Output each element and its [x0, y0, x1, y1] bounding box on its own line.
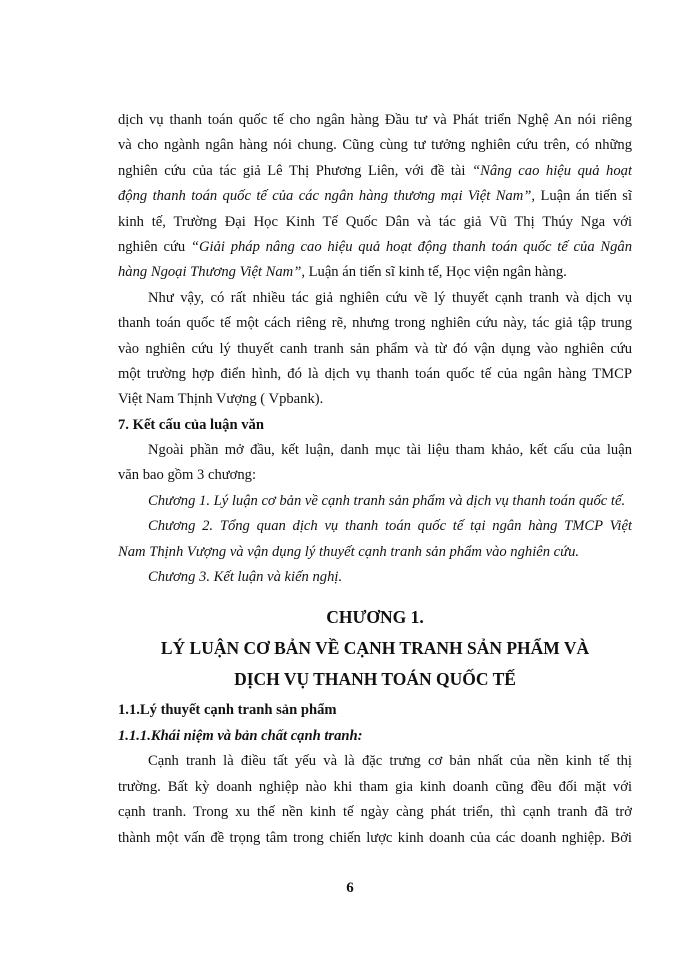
text-line: Ngoài phần mở đầu, kết luận, danh mục tài liệu tham khảo, kết cấu của luận	[148, 442, 632, 459]
subsection-heading: 1.1.1.Khái niệm và bản chất cạnh tranh:	[118, 728, 363, 745]
section-heading: 1.1.Lý thuyết cạnh tranh sản phẩm	[118, 702, 337, 719]
text-line: vào nghiên cứu lý thuyết canh tranh sản phẩm và từ đó vận dụng vào nghiên cứu	[118, 340, 632, 357]
thesis-title-italic: “Giải pháp nâng cao hiệu quả hoạt động thanh toán quốc tế của Ngân	[190, 238, 632, 255]
text-line	[118, 260, 632, 285]
text-line	[118, 159, 632, 184]
text-line: Việt Nam Thịnh Vượng ( Vpbank).	[118, 391, 324, 408]
chapter-title-block	[118, 602, 632, 695]
thesis-title-italic: hàng Ngoại Thương Việt Nam”,	[118, 264, 305, 281]
section-1-1	[118, 697, 632, 851]
text-line: cạnh tranh. Trong xu thế nền kinh tế ngày càng phát triển, thì cạnh tranh đã trở	[118, 804, 632, 821]
chapter-outline-item: Chương 3. Kết luận và kiến nghị.	[148, 569, 343, 586]
thesis-title-italic: “Nâng cao hiệu quả hoạt	[472, 162, 632, 179]
text-line: văn bao gồm 3 chương:	[118, 467, 257, 484]
paragraph-summary	[118, 286, 632, 413]
document-page	[118, 108, 632, 851]
text-line	[118, 235, 632, 260]
chapter-outline-item: Chương 1. Lý luận cơ bản về cạnh tranh sản phẩm và dịch vụ thanh toán quốc tế.	[148, 492, 626, 509]
page-number: 6	[346, 880, 354, 896]
text-line: thanh toán quốc tế một cách riêng rẽ, nhưng trong nghiên cứu này, tác giả tập trung	[118, 315, 632, 332]
text-line: kinh tế, Trường Đại Học Kinh Tế Quốc Dân và tác giả Vũ Thị Thúy Nga với	[118, 213, 632, 230]
chapter-outline-item: Nam Thịnh Vượng và vận dụng lý thuyết cạnh tranh sản phẩm vào nghiên cứu.	[118, 543, 580, 560]
paragraph-prior-research	[118, 108, 632, 286]
text-span: Luận án tiến sĩ kinh tế, Học viện ngân hàng.	[304, 264, 567, 281]
text-line: thành một vấn đề trọng tâm trong chiến lược kinh doanh của các doanh nghiệp. Bởi	[118, 829, 632, 846]
text-span: Luận án tiến sĩ	[535, 188, 632, 205]
thesis-title-italic: động thanh toán quốc tế của các ngân hàng thương mại Việt Nam”,	[118, 188, 536, 205]
text-span: nghiên cứu	[118, 238, 191, 255]
text-line: Cạnh tranh là điều tất yếu và là đặc trưng cơ bản nhất của nền kinh tế thị	[148, 753, 632, 770]
text-span: nghiên cứu của tác giả Lê Thị Phương Liên, với đề tài	[118, 162, 472, 179]
chapter-number: CHƯƠNG 1.	[326, 607, 424, 628]
section-structure	[118, 413, 632, 591]
text-line: Như vậy, có rất nhiều tác giả nghiên cứu về lý thuyết cạnh tranh và dịch vụ	[148, 289, 632, 306]
chapter-title: LÝ LUẬN CƠ BẢN VỀ CẠNH TRANH SẢN PHẨM VÀ	[160, 638, 590, 659]
text-line: và cho ngành ngân hàng nói chung. Cũng cùng tư tưởng nghiên cứu trên, có những	[118, 137, 632, 154]
text-line	[118, 184, 632, 209]
text-line: trường. Bất kỳ doanh nghiệp nào khi tham gia kinh doanh cũng đều đối mặt với	[118, 778, 632, 795]
text-line: dịch vụ thanh toán quốc tế cho ngân hàng Đầu tư và Phát triển Nghệ An nói riêng	[118, 112, 632, 128]
chapter-title: DỊCH VỤ THANH TOÁN QUỐC TẾ	[234, 669, 516, 690]
text-line: một trường hợp điển hình, đó là dịch vụ thanh toán quốc tế của ngân hàng TMCP	[118, 365, 632, 382]
section-heading: 7. Kết cấu của luận văn	[118, 416, 264, 433]
chapter-outline-item: Chương 2. Tổng quan dịch vụ thanh toán quốc tế tại ngân hàng TMCP Việt	[148, 518, 632, 535]
